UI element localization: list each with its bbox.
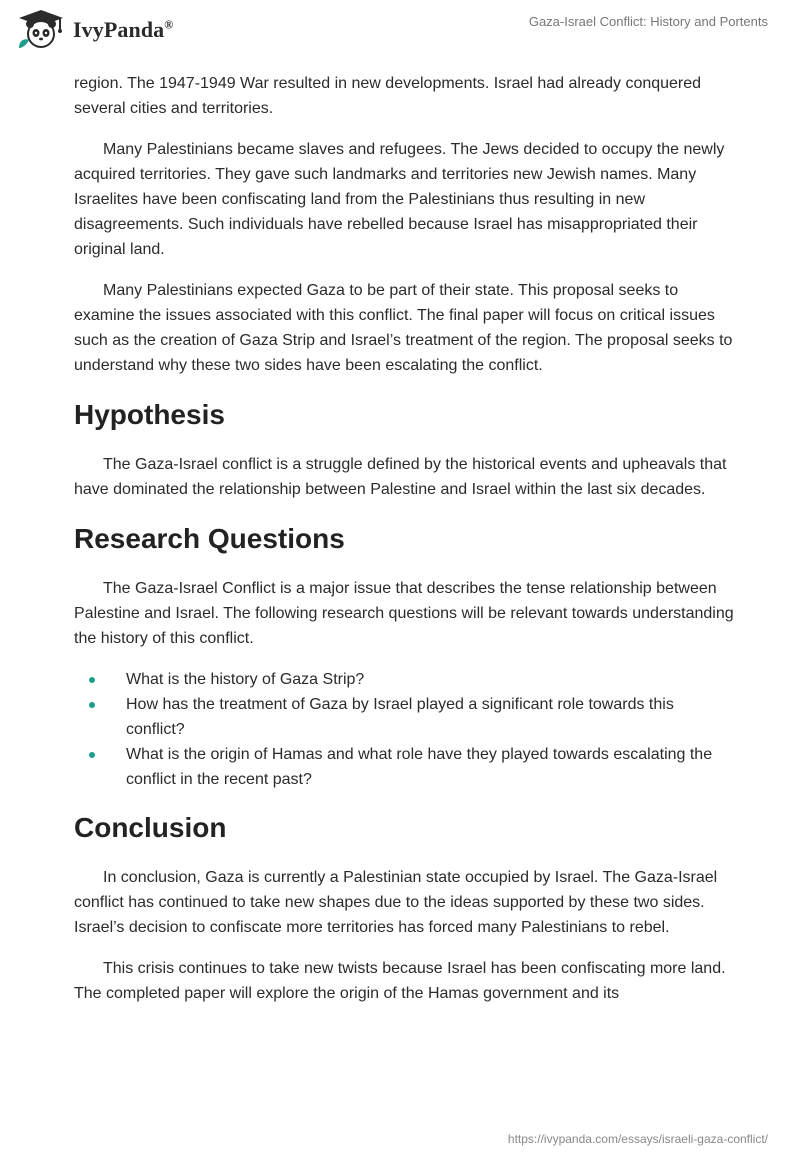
document-title: Gaza-Israel Conflict: History and Portents	[528, 14, 768, 29]
list-item: What is the origin of Hamas and what role have they played towards escalating the conflict in the recent past?	[74, 742, 734, 792]
page-header	[0, 0, 800, 70]
bullet-icon	[89, 752, 95, 758]
hypothesis-paragraph: The Gaza-Israel conflict is a struggle defined by the historical events and upheavals that have dominated the relationship between Palestine and Israel within the last six decades.	[74, 456, 727, 498]
research-paragraph: The Gaza-Israel Conflict is a major issue that describes the tense relationship between Palestine and Israel. The following research questions will be relevant towards understanding the history of this conflict.	[74, 580, 734, 647]
list-item: How has the treatment of Gaza by Israel played a significant role towards this conflict?	[74, 692, 734, 742]
research-questions-list	[74, 667, 734, 792]
source-url[interactable]: https://ivypanda.com/essays/israeli-gaza-conflict/	[507, 1132, 768, 1146]
intro-paragraph-3: Many Palestinians expected Gaza to be part of their state. This proposal seeks to examine the issues associated with this conflict. The final paper will focus on critical issues such as the creation of Gaza Strip and Israel’s treatment of the region. The proposal seeks to understand why these two sides have been escalating the conflict.	[74, 282, 733, 374]
conclusion-heading: Conclusion	[74, 812, 227, 843]
list-item: What is the history of Gaza Strip?	[74, 667, 734, 692]
intro-paragraph-2: Many Palestinians became slaves and refugees. The Jews decided to occupy the newly acquired territories. They gave such landmarks and territories new Jewish names. Many Israelites have been confiscating land from the Palestinians thus resulting in new disagreements. Such individuals have rebelled because Israel has misappropriated their original land.	[74, 141, 725, 258]
essay-body	[74, 71, 734, 1022]
research-questions-heading: Research Questions	[74, 523, 345, 554]
hypothesis-heading: Hypothesis	[74, 399, 225, 430]
brand-name: IvyPanda®	[73, 17, 174, 42]
conclusion-paragraph-2: This crisis continues to take new twists because Israel has been confiscating more land. The completed paper will explore the origin of the Hamas government and its	[74, 960, 726, 1002]
bullet-icon	[89, 702, 95, 708]
intro-paragraph-1: region. The 1947-1949 War resulted in new developments. Israel had already conquered several cities and territories.	[74, 75, 702, 117]
bullet-icon	[89, 677, 95, 683]
panda-graduate-icon	[15, 8, 67, 52]
brand-logo[interactable]	[15, 8, 173, 52]
conclusion-paragraph-1: In conclusion, Gaza is currently a Palestinian state occupied by Israel. The Gaza-Israel conflict has continued to take new shapes due to the ideas supported by these two sides. Israel’s decision to confiscate more territories has forced many Palestinians to rebel.	[74, 869, 718, 936]
